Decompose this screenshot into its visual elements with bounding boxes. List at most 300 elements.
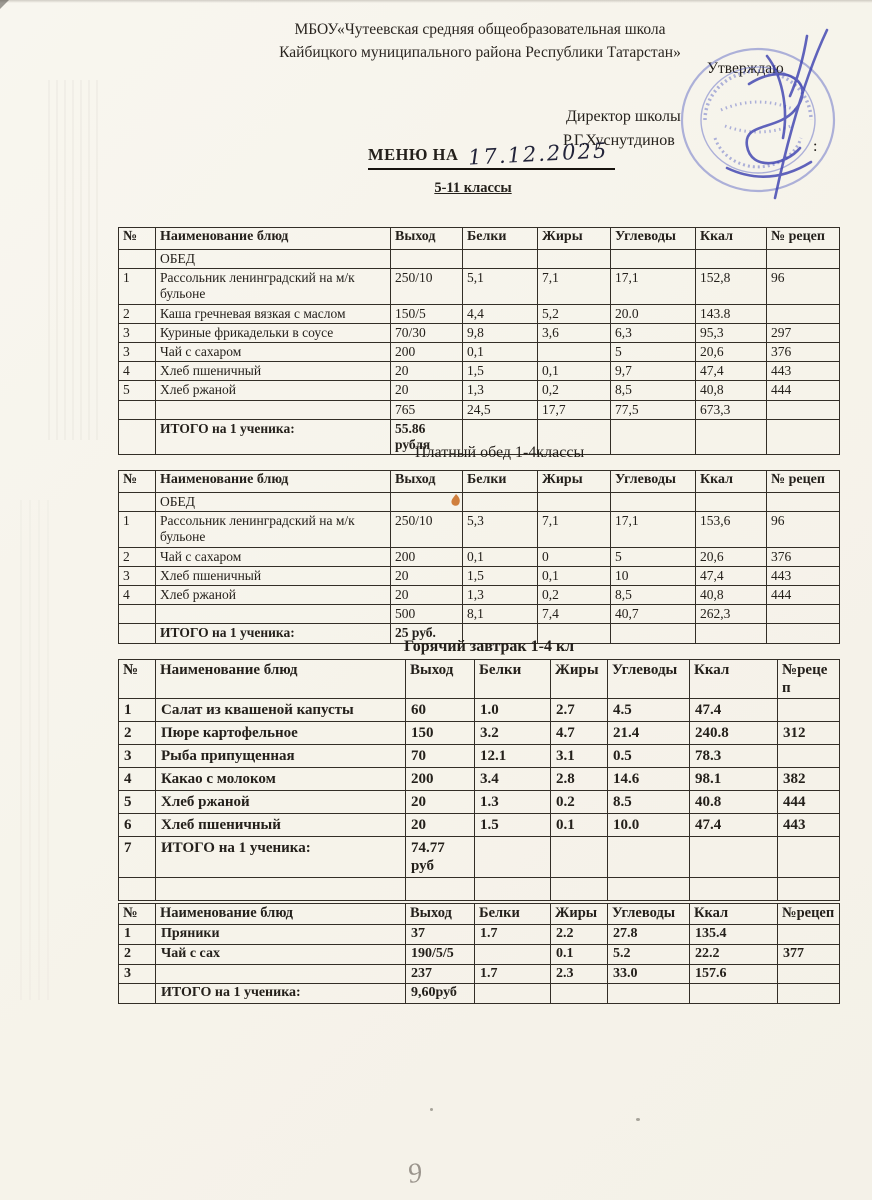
table-cell <box>463 493 538 512</box>
table-cell: 8,5 <box>611 585 696 604</box>
column-header: Ккал <box>696 471 767 493</box>
table-cell: 78.3 <box>690 745 778 768</box>
table-cell: 376 <box>767 547 840 566</box>
table-cell: Хлеб ржаной <box>156 585 391 604</box>
table-row <box>119 493 840 512</box>
table-row <box>119 304 840 323</box>
table-cell: 4 <box>119 768 156 791</box>
table-row <box>119 699 840 722</box>
table-cell: 60 <box>406 699 475 722</box>
table-cell: 3.4 <box>475 768 551 791</box>
table-row <box>119 605 840 624</box>
table-cell: 40,8 <box>696 381 767 400</box>
column-header: Наименование блюд <box>156 471 391 493</box>
table-cell: 297 <box>767 323 840 342</box>
table-cell: 5 <box>119 791 156 814</box>
table-cell: ИТОГО на 1 ученика: <box>156 837 406 878</box>
handwritten-page-number: 9 <box>405 1157 425 1190</box>
table-cell: 0,1 <box>538 566 611 585</box>
table-cell: 25 руб. <box>391 624 463 643</box>
table-cell <box>690 837 778 878</box>
column-header: Ккал <box>690 660 778 699</box>
table-cell <box>767 419 840 454</box>
table-row <box>119 362 840 381</box>
column-header: Наименование блюд <box>156 660 406 699</box>
table-cell <box>119 419 156 454</box>
stamp-and-signature-icon <box>655 26 865 211</box>
table-cell <box>119 493 156 512</box>
table-cell: 5 <box>611 547 696 566</box>
table-cell: 500 <box>391 605 463 624</box>
scan-artifact-orange-mark-icon <box>448 493 464 508</box>
table-cell: 40,7 <box>611 605 696 624</box>
scan-streaks-artifact <box>20 500 50 1000</box>
table-cell: 765 <box>391 400 463 419</box>
column-header: Углеводы <box>611 471 696 493</box>
table-header-row <box>119 660 840 699</box>
table-cell: 237 <box>406 964 475 984</box>
table-cell <box>119 624 156 643</box>
table-cell: 0.2 <box>551 791 608 814</box>
table-cell: 1,3 <box>463 585 538 604</box>
table-cell: 27.8 <box>608 925 690 945</box>
column-header: № <box>119 471 156 493</box>
table-cell: Рассольник ленинградский на м/к бульоне <box>156 512 391 547</box>
table-row <box>119 984 840 1004</box>
table-cell <box>778 745 840 768</box>
table-cell: 0,1 <box>538 362 611 381</box>
table-cell: 377 <box>778 944 840 964</box>
table-cell: 200 <box>406 768 475 791</box>
table-cell: 312 <box>778 722 840 745</box>
table-cell: 6 <box>119 814 156 837</box>
table-header-row <box>119 904 840 925</box>
table-cell <box>778 964 840 984</box>
table-cell <box>538 493 611 512</box>
table-cell: 157.6 <box>690 964 778 984</box>
table-cell: 20,6 <box>696 547 767 566</box>
table-cell: 12.1 <box>475 745 551 768</box>
menu-table-hot-breakfast-1-4 <box>118 659 840 901</box>
director-label: Директор школы <box>566 108 681 125</box>
column-header: № рецеп <box>767 228 840 250</box>
table-cell: 1.5 <box>475 814 551 837</box>
table-cell: Хлеб пшеничный <box>156 362 391 381</box>
table-cell: 40.8 <box>690 791 778 814</box>
table-cell: 0.1 <box>551 944 608 964</box>
table-cell: 1.7 <box>475 964 551 984</box>
column-header: Выход <box>391 228 463 250</box>
table-cell: 5,3 <box>463 512 538 547</box>
table-cell <box>608 984 690 1004</box>
table-cell: 143.8 <box>696 304 767 323</box>
table-cell <box>767 250 840 269</box>
table-cell <box>551 984 608 1004</box>
table-cell <box>406 878 475 901</box>
table-cell: 200 <box>391 547 463 566</box>
table-row <box>119 837 840 878</box>
column-header: Белки <box>475 904 551 925</box>
table-cell: 47,4 <box>696 362 767 381</box>
table-cell: 443 <box>778 814 840 837</box>
school-title-line2: Кайбицкого муниципального района Республики Татарстан» <box>279 44 681 62</box>
scan-corner-artifact <box>0 0 9 9</box>
table-cell <box>551 878 608 901</box>
table-cell: 3 <box>119 566 156 585</box>
table-cell: 3,6 <box>538 323 611 342</box>
column-header: Ккал <box>690 904 778 925</box>
table-cell <box>690 878 778 901</box>
table-cell: 5,1 <box>463 269 538 304</box>
table-cell: 4 <box>119 362 156 381</box>
table-cell: 3 <box>119 745 156 768</box>
table-cell <box>119 878 156 901</box>
paid-lunch-title: Платный обед 1-4классы <box>415 444 585 461</box>
table-cell: 1.0 <box>475 699 551 722</box>
table-cell <box>696 250 767 269</box>
table-cell: 5.2 <box>608 944 690 964</box>
column-header: Жиры <box>551 660 608 699</box>
table-cell: 444 <box>767 585 840 604</box>
table-row <box>119 964 840 984</box>
table-cell: Рассольник ленинградский на м/к бульоне <box>156 269 391 304</box>
table-cell: 20 <box>391 381 463 400</box>
table-cell: 47.4 <box>690 814 778 837</box>
table-cell <box>611 624 696 643</box>
menu-table-5-11 <box>118 227 840 455</box>
table-cell: 3 <box>119 964 156 984</box>
table-cell: 2 <box>119 722 156 745</box>
table-cell: 150 <box>406 722 475 745</box>
table-cell: 7,4 <box>538 605 611 624</box>
table-cell <box>696 624 767 643</box>
table-cell: 21.4 <box>608 722 690 745</box>
table-cell: Хлеб пшеничный <box>156 566 391 585</box>
table-cell: ИТОГО на 1 ученика: <box>156 419 391 454</box>
table-cell: 135.4 <box>690 925 778 945</box>
table-cell: 1.3 <box>475 791 551 814</box>
table-cell: 96 <box>767 512 840 547</box>
table-cell: 4.7 <box>551 722 608 745</box>
table-cell: 1,3 <box>463 381 538 400</box>
table-cell <box>778 878 840 901</box>
column-header: Ккал <box>696 228 767 250</box>
table-row <box>119 585 840 604</box>
menu-table-paid-lunch-1-4 <box>118 470 840 644</box>
table-cell <box>156 878 406 901</box>
table-cell <box>475 878 551 901</box>
table-cell: 40,8 <box>696 585 767 604</box>
table-cell: 443 <box>767 566 840 585</box>
director-name: Р.Г.Хуснутдинов <box>563 132 675 149</box>
table-cell <box>551 837 608 878</box>
table-row <box>119 791 840 814</box>
approval-label: Утверждаю <box>707 60 784 77</box>
table-cell: Чай с сах <box>156 944 406 964</box>
table-cell <box>690 984 778 1004</box>
table-cell: Хлеб ржаной <box>156 381 391 400</box>
table-cell <box>475 984 551 1004</box>
table-cell: 96 <box>767 269 840 304</box>
menu-title <box>368 138 615 170</box>
table-cell: 250/10 <box>391 269 463 304</box>
table-cell: Хлеб пшеничный <box>156 814 406 837</box>
column-header: № <box>119 228 156 250</box>
column-header: Углеводы <box>608 660 690 699</box>
table-cell: 1,5 <box>463 566 538 585</box>
table-cell: 262,3 <box>696 605 767 624</box>
table-row <box>119 547 840 566</box>
table-header-row <box>119 471 840 493</box>
table-cell <box>696 493 767 512</box>
table-cell: Рыба припущенная <box>156 745 406 768</box>
menu-label: МЕНЮ НА <box>368 145 459 164</box>
table-cell: 0,1 <box>463 547 538 566</box>
table-cell: 9,8 <box>463 323 538 342</box>
table-cell: Пряники <box>156 925 406 945</box>
column-header: Выход <box>406 660 475 699</box>
table-cell: ОБЕД <box>156 250 391 269</box>
table-cell: 444 <box>778 791 840 814</box>
column-header: Белки <box>463 471 538 493</box>
school-title-line1: МБОУ«Чутеевская средняя общеобразовательная школа <box>294 21 666 38</box>
table-cell: 2 <box>119 944 156 964</box>
table-row <box>119 745 840 768</box>
table-cell <box>119 605 156 624</box>
table-cell <box>156 605 391 624</box>
table-row <box>119 512 840 547</box>
table-cell <box>391 250 463 269</box>
table-cell <box>119 250 156 269</box>
table-cell: ИТОГО на 1 ученика: <box>156 984 406 1004</box>
table-cell: 20.0 <box>611 304 696 323</box>
table-cell: 20,6 <box>696 342 767 361</box>
scan-speckle <box>430 1108 433 1111</box>
table-cell <box>538 250 611 269</box>
table-cell <box>156 964 406 984</box>
table-cell: 443 <box>767 362 840 381</box>
table-cell: 3.1 <box>551 745 608 768</box>
menu-table-snack <box>118 903 840 1004</box>
table-cell: 5 <box>611 342 696 361</box>
table-cell: 9,7 <box>611 362 696 381</box>
table-row <box>119 250 840 269</box>
table-cell: 33.0 <box>608 964 690 984</box>
table-cell: 2.7 <box>551 699 608 722</box>
table-cell <box>767 605 840 624</box>
table-cell: 7,1 <box>538 512 611 547</box>
table-cell: 250/10 <box>391 512 463 547</box>
table-cell: 3 <box>119 342 156 361</box>
scan-speckle <box>636 1118 640 1121</box>
colon-mark: : <box>813 138 818 155</box>
table-cell: Салат из квашеной капусты <box>156 699 406 722</box>
table-cell: 10 <box>611 566 696 585</box>
table-cell: 1,5 <box>463 362 538 381</box>
table-cell: 98.1 <box>690 768 778 791</box>
column-header: Жиры <box>551 904 608 925</box>
table-cell: 7,1 <box>538 269 611 304</box>
table-cell <box>475 944 551 964</box>
table-cell: 1 <box>119 512 156 547</box>
table-cell <box>611 250 696 269</box>
table-cell: 20 <box>391 566 463 585</box>
table-cell: 24,5 <box>463 400 538 419</box>
table-cell: 20 <box>406 791 475 814</box>
table-row <box>119 342 840 361</box>
column-header: Углеводы <box>608 904 690 925</box>
table-cell: ИТОГО на 1 ученика: <box>156 624 391 643</box>
table-cell: 0,2 <box>538 585 611 604</box>
table-cell: Какао с молоком <box>156 768 406 791</box>
table-cell <box>611 419 696 454</box>
table-cell: 1 <box>119 699 156 722</box>
scan-streaks-artifact <box>48 80 100 440</box>
table-cell <box>778 925 840 945</box>
table-cell: 10.0 <box>608 814 690 837</box>
handwritten-date: 17.12.2025 <box>467 138 610 170</box>
table-row <box>119 814 840 837</box>
table-cell: 4,4 <box>463 304 538 323</box>
table-cell: Куриные фрикадельки в соусе <box>156 323 391 342</box>
column-header: Белки <box>463 228 538 250</box>
table-row <box>119 323 840 342</box>
table-cell <box>767 624 840 643</box>
table-cell <box>538 342 611 361</box>
column-header: Углеводы <box>611 228 696 250</box>
table-cell: 376 <box>767 342 840 361</box>
table-cell: 77,5 <box>611 400 696 419</box>
column-header: №рецеп <box>778 660 840 699</box>
table-cell: 17,1 <box>611 269 696 304</box>
table-cell: 9,60руб <box>406 984 475 1004</box>
table-cell: 8,5 <box>611 381 696 400</box>
table-cell <box>778 837 840 878</box>
table-cell: 47.4 <box>690 699 778 722</box>
table-cell: 70/30 <box>391 323 463 342</box>
column-header: Выход <box>406 904 475 925</box>
table-row <box>119 768 840 791</box>
table-cell: 240.8 <box>690 722 778 745</box>
table-row <box>119 722 840 745</box>
table-cell: 0,1 <box>463 342 538 361</box>
table-cell <box>608 878 690 901</box>
table-cell: 150/5 <box>391 304 463 323</box>
table-cell <box>778 984 840 1004</box>
table-cell: 5,2 <box>538 304 611 323</box>
table-row <box>119 381 840 400</box>
table-cell: 20 <box>391 585 463 604</box>
table-cell: 1.7 <box>475 925 551 945</box>
table-cell: 17,7 <box>538 400 611 419</box>
column-header: Жиры <box>538 471 611 493</box>
table-cell <box>778 699 840 722</box>
scan-edge-shadow <box>0 0 872 3</box>
table-cell: Чай с сахаром <box>156 547 391 566</box>
table-cell: 20 <box>406 814 475 837</box>
table-cell: 3.2 <box>475 722 551 745</box>
table-cell: 0.5 <box>608 745 690 768</box>
column-header: Наименование блюд <box>156 228 391 250</box>
table-row <box>119 878 840 901</box>
table-row <box>119 925 840 945</box>
table-cell: 20 <box>391 362 463 381</box>
table-cell: 1 <box>119 925 156 945</box>
table-row <box>119 269 840 304</box>
table-cell: 4.5 <box>608 699 690 722</box>
table-cell <box>611 493 696 512</box>
table-cell: 8.5 <box>608 791 690 814</box>
table-cell: 14.6 <box>608 768 690 791</box>
grades-5-11-title: 5-11 классы <box>434 180 512 196</box>
table-cell <box>767 493 840 512</box>
column-header: Жиры <box>538 228 611 250</box>
table-cell <box>119 400 156 419</box>
table-cell: 7 <box>119 837 156 878</box>
table-cell: Пюре картофельное <box>156 722 406 745</box>
column-header: № <box>119 904 156 925</box>
table-cell: 22.2 <box>690 944 778 964</box>
table-cell: ОБЕД <box>156 493 391 512</box>
table-cell: 70 <box>406 745 475 768</box>
table-cell: 74.77 руб <box>406 837 475 878</box>
table-cell: 2.2 <box>551 925 608 945</box>
column-header: Выход <box>391 471 463 493</box>
table-cell <box>767 400 840 419</box>
table-cell: 152,8 <box>696 269 767 304</box>
table-cell: Чай с сахаром <box>156 342 391 361</box>
table-cell <box>475 837 551 878</box>
hot-breakfast-title: Горячий завтрак 1-4 кл <box>404 638 575 655</box>
table-cell <box>119 984 156 1004</box>
table-cell: 6,3 <box>611 323 696 342</box>
table-cell: 2.3 <box>551 964 608 984</box>
table-cell <box>156 400 391 419</box>
table-cell: 4 <box>119 585 156 604</box>
table-cell: Каша гречневая вязкая с маслом <box>156 304 391 323</box>
table-cell: 153,6 <box>696 512 767 547</box>
table-cell: 95,3 <box>696 323 767 342</box>
table-row <box>119 944 840 964</box>
table-cell: 3 <box>119 323 156 342</box>
table-cell <box>463 250 538 269</box>
table-cell: 444 <box>767 381 840 400</box>
column-header: Наименование блюд <box>156 904 406 925</box>
table-cell: 8,1 <box>463 605 538 624</box>
table-cell <box>696 419 767 454</box>
table-cell: 37 <box>406 925 475 945</box>
table-cell: 2.8 <box>551 768 608 791</box>
table-cell: 17,1 <box>611 512 696 547</box>
table-cell: 55.86 рубля <box>391 419 463 454</box>
column-header: №рецеп <box>778 904 840 925</box>
table-cell: 190/5/5 <box>406 944 475 964</box>
table-cell: 382 <box>778 768 840 791</box>
table-cell: 0 <box>538 547 611 566</box>
table-cell: 0.1 <box>551 814 608 837</box>
table-cell: 47,4 <box>696 566 767 585</box>
table-cell: 2 <box>119 304 156 323</box>
column-header: Белки <box>475 660 551 699</box>
table-header-row <box>119 228 840 250</box>
table-cell <box>608 837 690 878</box>
table-row <box>119 566 840 585</box>
table-row <box>119 400 840 419</box>
column-header: № рецеп <box>767 471 840 493</box>
column-header: № <box>119 660 156 699</box>
table-cell: 200 <box>391 342 463 361</box>
table-cell: 673,3 <box>696 400 767 419</box>
